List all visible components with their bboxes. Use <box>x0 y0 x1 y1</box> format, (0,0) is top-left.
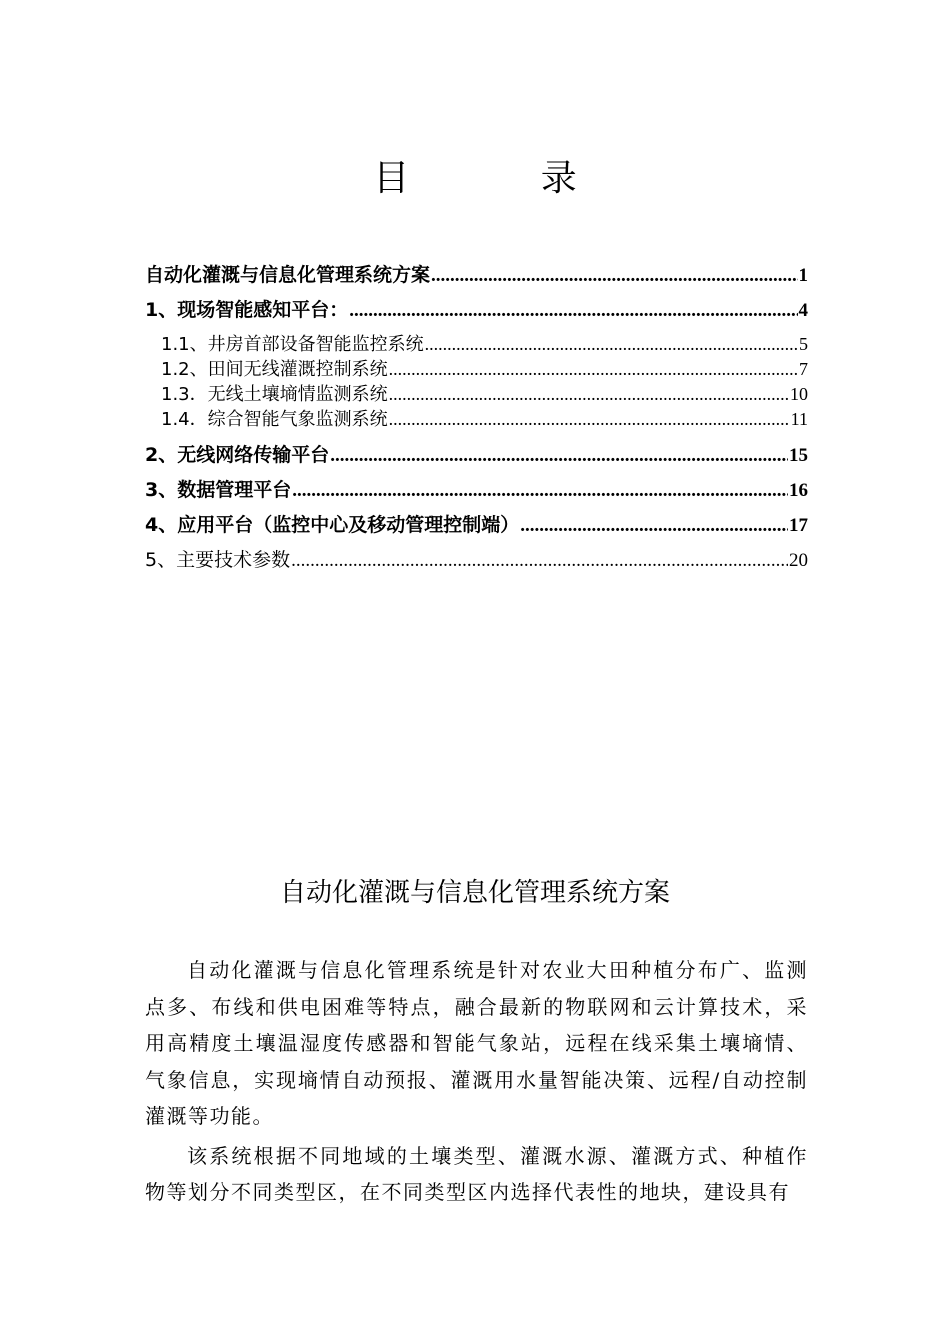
toc-entry[interactable] <box>145 293 808 328</box>
toc-entry-page: 15 <box>789 445 808 466</box>
toc-subentry[interactable] <box>145 332 808 357</box>
toc-entry-label: 1.2、田间无线灌溉控制系统 <box>161 359 388 380</box>
toc-leader-dots <box>389 357 798 382</box>
toc-subentry[interactable] <box>145 407 808 432</box>
toc-entry-page: 1 <box>798 265 808 286</box>
toc-entry-label: 3、数据管理平台 <box>145 479 292 501</box>
toc-entry[interactable] <box>145 258 808 293</box>
toc-entry-label: 1.3．无线土壤墒情监测系统 <box>161 384 388 405</box>
toc-subentry[interactable] <box>145 382 808 407</box>
toc-entry-label: 1.1、井房首部设备智能监控系统 <box>161 334 424 355</box>
toc-entry[interactable] <box>145 473 808 508</box>
document-title: 自动化灌溉与信息化管理系统方案 <box>279 878 670 908</box>
toc-leader-dots <box>349 293 797 328</box>
toc-leader-dots <box>431 258 797 293</box>
toc-entry-page: 16 <box>789 480 808 501</box>
toc-leader-dots <box>292 473 788 508</box>
toc-entry-page: 4 <box>798 300 808 321</box>
toc-leader-dots <box>520 508 788 543</box>
table-of-contents <box>145 258 808 578</box>
toc-leader-dots <box>425 332 798 357</box>
toc-leader-dots <box>291 543 788 578</box>
toc-entry-label: 自动化灌溉与信息化管理系统方案 <box>145 264 431 286</box>
toc-entry-page: 5 <box>799 334 808 354</box>
document-body <box>145 952 808 1214</box>
toc-entry[interactable] <box>145 543 808 578</box>
toc-entry-page: 20 <box>789 550 808 571</box>
body-paragraph: 自动化灌溉与信息化管理系统是针对农业大田种植分布广、监测点多、布线和供电困难等特点，融合最新的物联网和云计算技术，采用高精度土壤温湿度传感器和智能气象站，远程在线采集土壤墒情、气象信息，实现墒情自动预报、灌溉用水量智能决策、远程/自动控制灌溉等功能。 <box>145 958 808 1128</box>
toc-entry-label: 2、无线网络传输平台 <box>145 444 330 466</box>
toc-entry-page: 7 <box>799 359 808 379</box>
body-paragraph: 该系统根据不同地域的土壤类型、灌溉水源、灌溉方式、种植作物等划分不同类型区，在不同类型区内选择代表性的地块，建设具有 <box>145 1143 808 1204</box>
toc-entry-page: 11 <box>790 409 808 429</box>
toc-leader-dots <box>330 438 788 473</box>
toc-entry-label: 1、现场智能感知平台： <box>145 299 349 321</box>
toc-entry-label: 5、主要技术参数 <box>145 549 291 571</box>
toc-title: 目 录 <box>373 158 637 199</box>
toc-entry-label: 1.4．综合智能气象监测系统 <box>161 409 388 430</box>
toc-leader-dots <box>389 407 790 432</box>
toc-leader-dots <box>389 382 789 407</box>
toc-entry-page: 10 <box>790 384 808 404</box>
toc-subentry[interactable] <box>145 357 808 382</box>
toc-entry-page: 17 <box>789 515 808 536</box>
toc-entry[interactable] <box>145 508 808 543</box>
toc-entry[interactable] <box>145 438 808 473</box>
toc-entry-label: 4、应用平台（监控中心及移动管理控制端） <box>145 514 520 536</box>
